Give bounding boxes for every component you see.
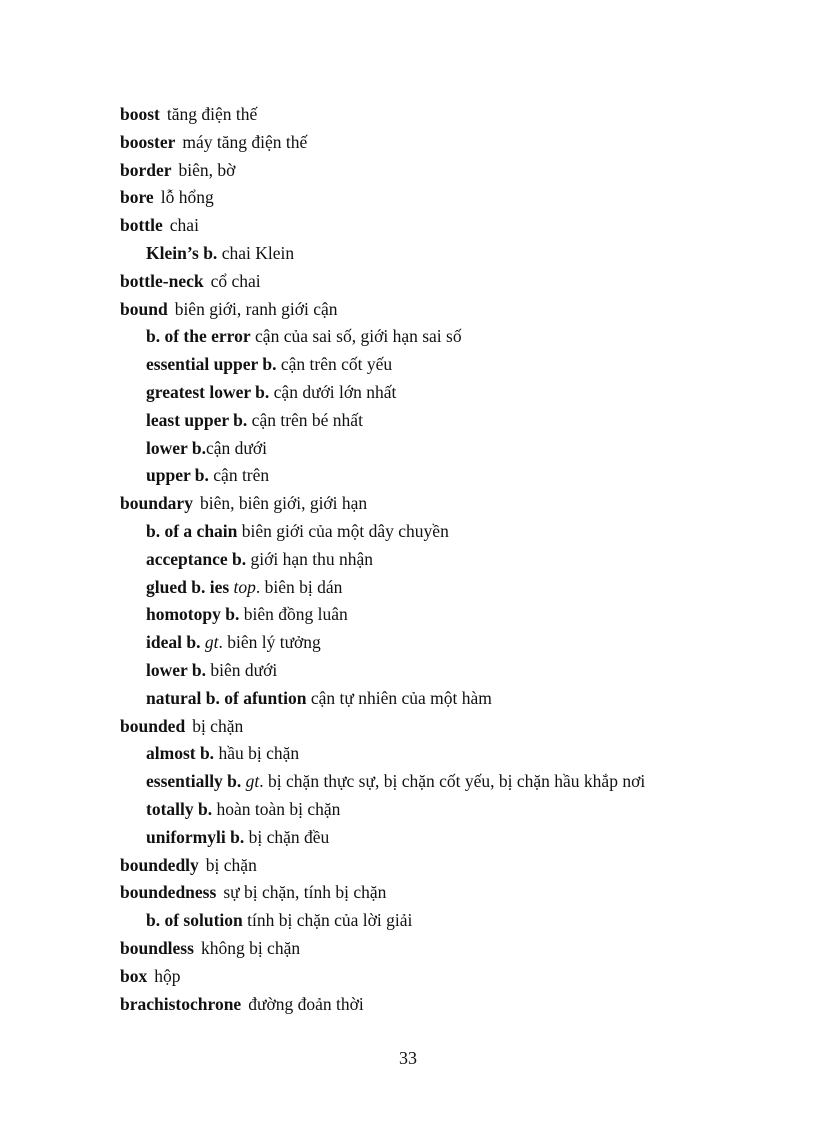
entry-definition bbox=[249, 827, 330, 847]
entry-definition bbox=[234, 577, 343, 597]
entry-definition-text: chai bbox=[169, 215, 199, 236]
sub-entry bbox=[120, 462, 780, 490]
entry-definition-text: chai Klein bbox=[221, 242, 295, 263]
entry-term: glued b. ies bbox=[146, 576, 230, 597]
entry-definition bbox=[246, 771, 646, 791]
sub-entry bbox=[120, 768, 780, 796]
dictionary-entry bbox=[120, 101, 780, 129]
entry-definition-text: giới hạn thu nhận bbox=[250, 548, 373, 569]
entry-definition bbox=[274, 382, 397, 402]
sub-entry bbox=[120, 685, 780, 713]
entry-definition-text: bị chặn đều bbox=[248, 826, 330, 847]
entry-term: lower b. bbox=[146, 659, 206, 680]
entry-definition-text: . biên lý tưởng bbox=[218, 632, 321, 653]
entry-term: brachistochrone bbox=[120, 993, 242, 1014]
entry-definition-text: không bị chặn bbox=[200, 937, 301, 958]
entry-definition bbox=[248, 994, 364, 1014]
entry-definition-text: lỗ hổng bbox=[160, 187, 214, 208]
entry-definition bbox=[206, 438, 267, 458]
dictionary-entry bbox=[120, 935, 780, 963]
entry-term: bottle-neck bbox=[120, 270, 204, 291]
entry-definition bbox=[244, 604, 348, 624]
entry-definition-text: . bị chặn thực sự, bị chặn cốt yếu, bị chặn hầu khắp nơi bbox=[259, 771, 646, 792]
entry-definition bbox=[223, 882, 386, 902]
entry-term: b. of the error bbox=[146, 326, 251, 347]
sub-entry bbox=[120, 796, 780, 824]
entry-term: lower b. bbox=[146, 437, 206, 458]
dictionary-entry bbox=[120, 129, 780, 157]
entry-definition bbox=[201, 938, 300, 958]
sub-entry bbox=[120, 546, 780, 574]
entry-definition bbox=[161, 187, 214, 207]
entry-definition-text: cổ chai bbox=[210, 270, 261, 291]
entry-field-abbreviation: top bbox=[233, 576, 256, 597]
sub-entry bbox=[120, 435, 780, 463]
page-number: 33 bbox=[399, 1048, 417, 1068]
entry-definition-text: cận tự nhiên của một hàm bbox=[310, 687, 492, 708]
entry-term: Klein’s b. bbox=[146, 242, 218, 263]
sub-entry bbox=[120, 907, 780, 935]
entry-definition bbox=[251, 549, 374, 569]
dictionary-entry bbox=[120, 212, 780, 240]
entry-term: totally b. bbox=[146, 798, 213, 819]
sub-entry bbox=[120, 323, 780, 351]
entry-definition-text: cận dưới lớn nhất bbox=[273, 381, 397, 402]
entry-term: b. of a chain bbox=[146, 520, 238, 541]
sub-entry bbox=[120, 518, 780, 546]
sub-entry bbox=[120, 407, 780, 435]
entry-definition-text: cận trên cốt yếu bbox=[280, 354, 393, 375]
sub-entry bbox=[120, 740, 780, 768]
entry-term: booster bbox=[120, 131, 176, 152]
entry-definition bbox=[217, 799, 341, 819]
entry-definition bbox=[218, 743, 299, 763]
entry-definition bbox=[206, 855, 257, 875]
entry-definition bbox=[255, 326, 462, 346]
entry-definition-text: tăng điện thế bbox=[166, 104, 258, 124]
entry-definition bbox=[179, 160, 236, 180]
entry-definition-text: bị chặn bbox=[192, 715, 244, 736]
dictionary-entry bbox=[120, 157, 780, 185]
entry-term: b. of solution bbox=[146, 910, 243, 931]
entry-term: natural b. of afuntion bbox=[146, 687, 307, 708]
entry-definition-text: biên dưới bbox=[210, 659, 278, 680]
sub-entry bbox=[120, 379, 780, 407]
entry-definition bbox=[170, 215, 199, 235]
dictionary-entry bbox=[120, 879, 780, 907]
sub-entry bbox=[120, 574, 780, 602]
sub-entry bbox=[120, 351, 780, 379]
entry-definition bbox=[252, 410, 363, 430]
entry-term: border bbox=[120, 159, 172, 180]
dictionary-entry bbox=[120, 296, 780, 324]
sub-entry bbox=[120, 601, 780, 629]
entry-definition bbox=[210, 660, 277, 680]
dictionary-entry bbox=[120, 963, 780, 991]
entry-definition bbox=[247, 910, 412, 930]
entry-definition-text: hộp bbox=[154, 965, 181, 986]
entry-definition-text: cận của sai số, giới hạn sai số bbox=[255, 326, 462, 347]
entry-term: homotopy b. bbox=[146, 604, 240, 625]
entry-term: upper b. bbox=[146, 465, 209, 486]
entry-term: uniformyli b. bbox=[146, 826, 245, 847]
entry-definition-text: biên giới, ranh giới cận bbox=[174, 298, 338, 319]
dictionary-entry bbox=[120, 184, 780, 212]
entry-field-abbreviation: gt bbox=[245, 771, 260, 792]
entry-definition bbox=[200, 493, 367, 513]
entry-term: bounded bbox=[120, 715, 186, 736]
entry-term: box bbox=[120, 965, 148, 986]
entry-term: boundary bbox=[120, 493, 193, 514]
entry-term: acceptance b. bbox=[146, 548, 247, 569]
entry-term: boundless bbox=[120, 937, 194, 958]
dictionary-entry bbox=[120, 713, 780, 741]
entry-term: essential upper b. bbox=[146, 354, 277, 375]
entry-definition-text: sự bị chặn, tính bị chặn bbox=[223, 882, 387, 903]
sub-entry bbox=[120, 824, 780, 852]
entry-definition bbox=[311, 688, 492, 708]
entry-term: greatest lower b. bbox=[146, 381, 270, 402]
entry-term: almost b. bbox=[146, 743, 215, 764]
entry-term: bound bbox=[120, 298, 168, 319]
entry-definition-text: tính bị chặn của lời giải bbox=[247, 910, 413, 931]
entry-definition-text: máy tăng điện thế bbox=[182, 131, 308, 152]
entry-definition-text: đường đoản thời bbox=[248, 993, 364, 1014]
dictionary-entry bbox=[120, 268, 780, 296]
entry-definition-text: biên, biên giới, giới hạn bbox=[199, 493, 368, 514]
entry-term: bottle bbox=[120, 215, 163, 236]
entry-definition bbox=[182, 132, 307, 152]
entry-definition bbox=[154, 966, 180, 986]
dictionary-entry bbox=[120, 852, 780, 880]
dictionary-entry bbox=[120, 490, 780, 518]
entry-definition-text: hoàn toàn bị chặn bbox=[216, 798, 341, 819]
entry-definition-text: bị chặn bbox=[205, 854, 257, 875]
entry-term: ideal b. bbox=[146, 632, 201, 653]
entry-term: boundedness bbox=[120, 882, 217, 903]
sub-entry bbox=[120, 240, 780, 268]
entry-definition-text: cận trên bbox=[213, 465, 270, 486]
entry-definition-text: biên, bờ bbox=[178, 159, 236, 180]
entry-definition bbox=[211, 271, 261, 291]
entry-field-abbreviation: gt bbox=[204, 632, 219, 653]
entry-definition-text: biên giới của một dây chuyền bbox=[241, 520, 449, 541]
sub-entry bbox=[120, 657, 780, 685]
entry-definition bbox=[167, 104, 257, 124]
entry-definition-text: . biên bị dán bbox=[255, 576, 343, 597]
entry-list bbox=[120, 101, 780, 1018]
entry-definition bbox=[222, 243, 294, 263]
entry-term: essentially b. bbox=[146, 771, 242, 792]
entry-definition bbox=[213, 465, 269, 485]
dictionary-entry bbox=[120, 991, 780, 1019]
entry-definition bbox=[281, 354, 392, 374]
entry-definition-text: biên đồng luân bbox=[243, 604, 348, 625]
sub-entry bbox=[120, 629, 780, 657]
entry-definition bbox=[242, 521, 449, 541]
entry-definition bbox=[205, 632, 321, 652]
entry-term: boost bbox=[120, 104, 160, 124]
entry-term: least upper b. bbox=[146, 409, 248, 430]
entry-definition-text: cận dưới bbox=[205, 437, 267, 458]
entry-term: bore bbox=[120, 187, 154, 208]
entry-definition-text: cận trên bé nhất bbox=[251, 409, 363, 430]
entry-definition bbox=[192, 716, 243, 736]
entry-term: boundedly bbox=[120, 854, 199, 875]
entry-definition-text: hầu bị chặn bbox=[218, 743, 300, 764]
entry-definition bbox=[175, 299, 338, 319]
